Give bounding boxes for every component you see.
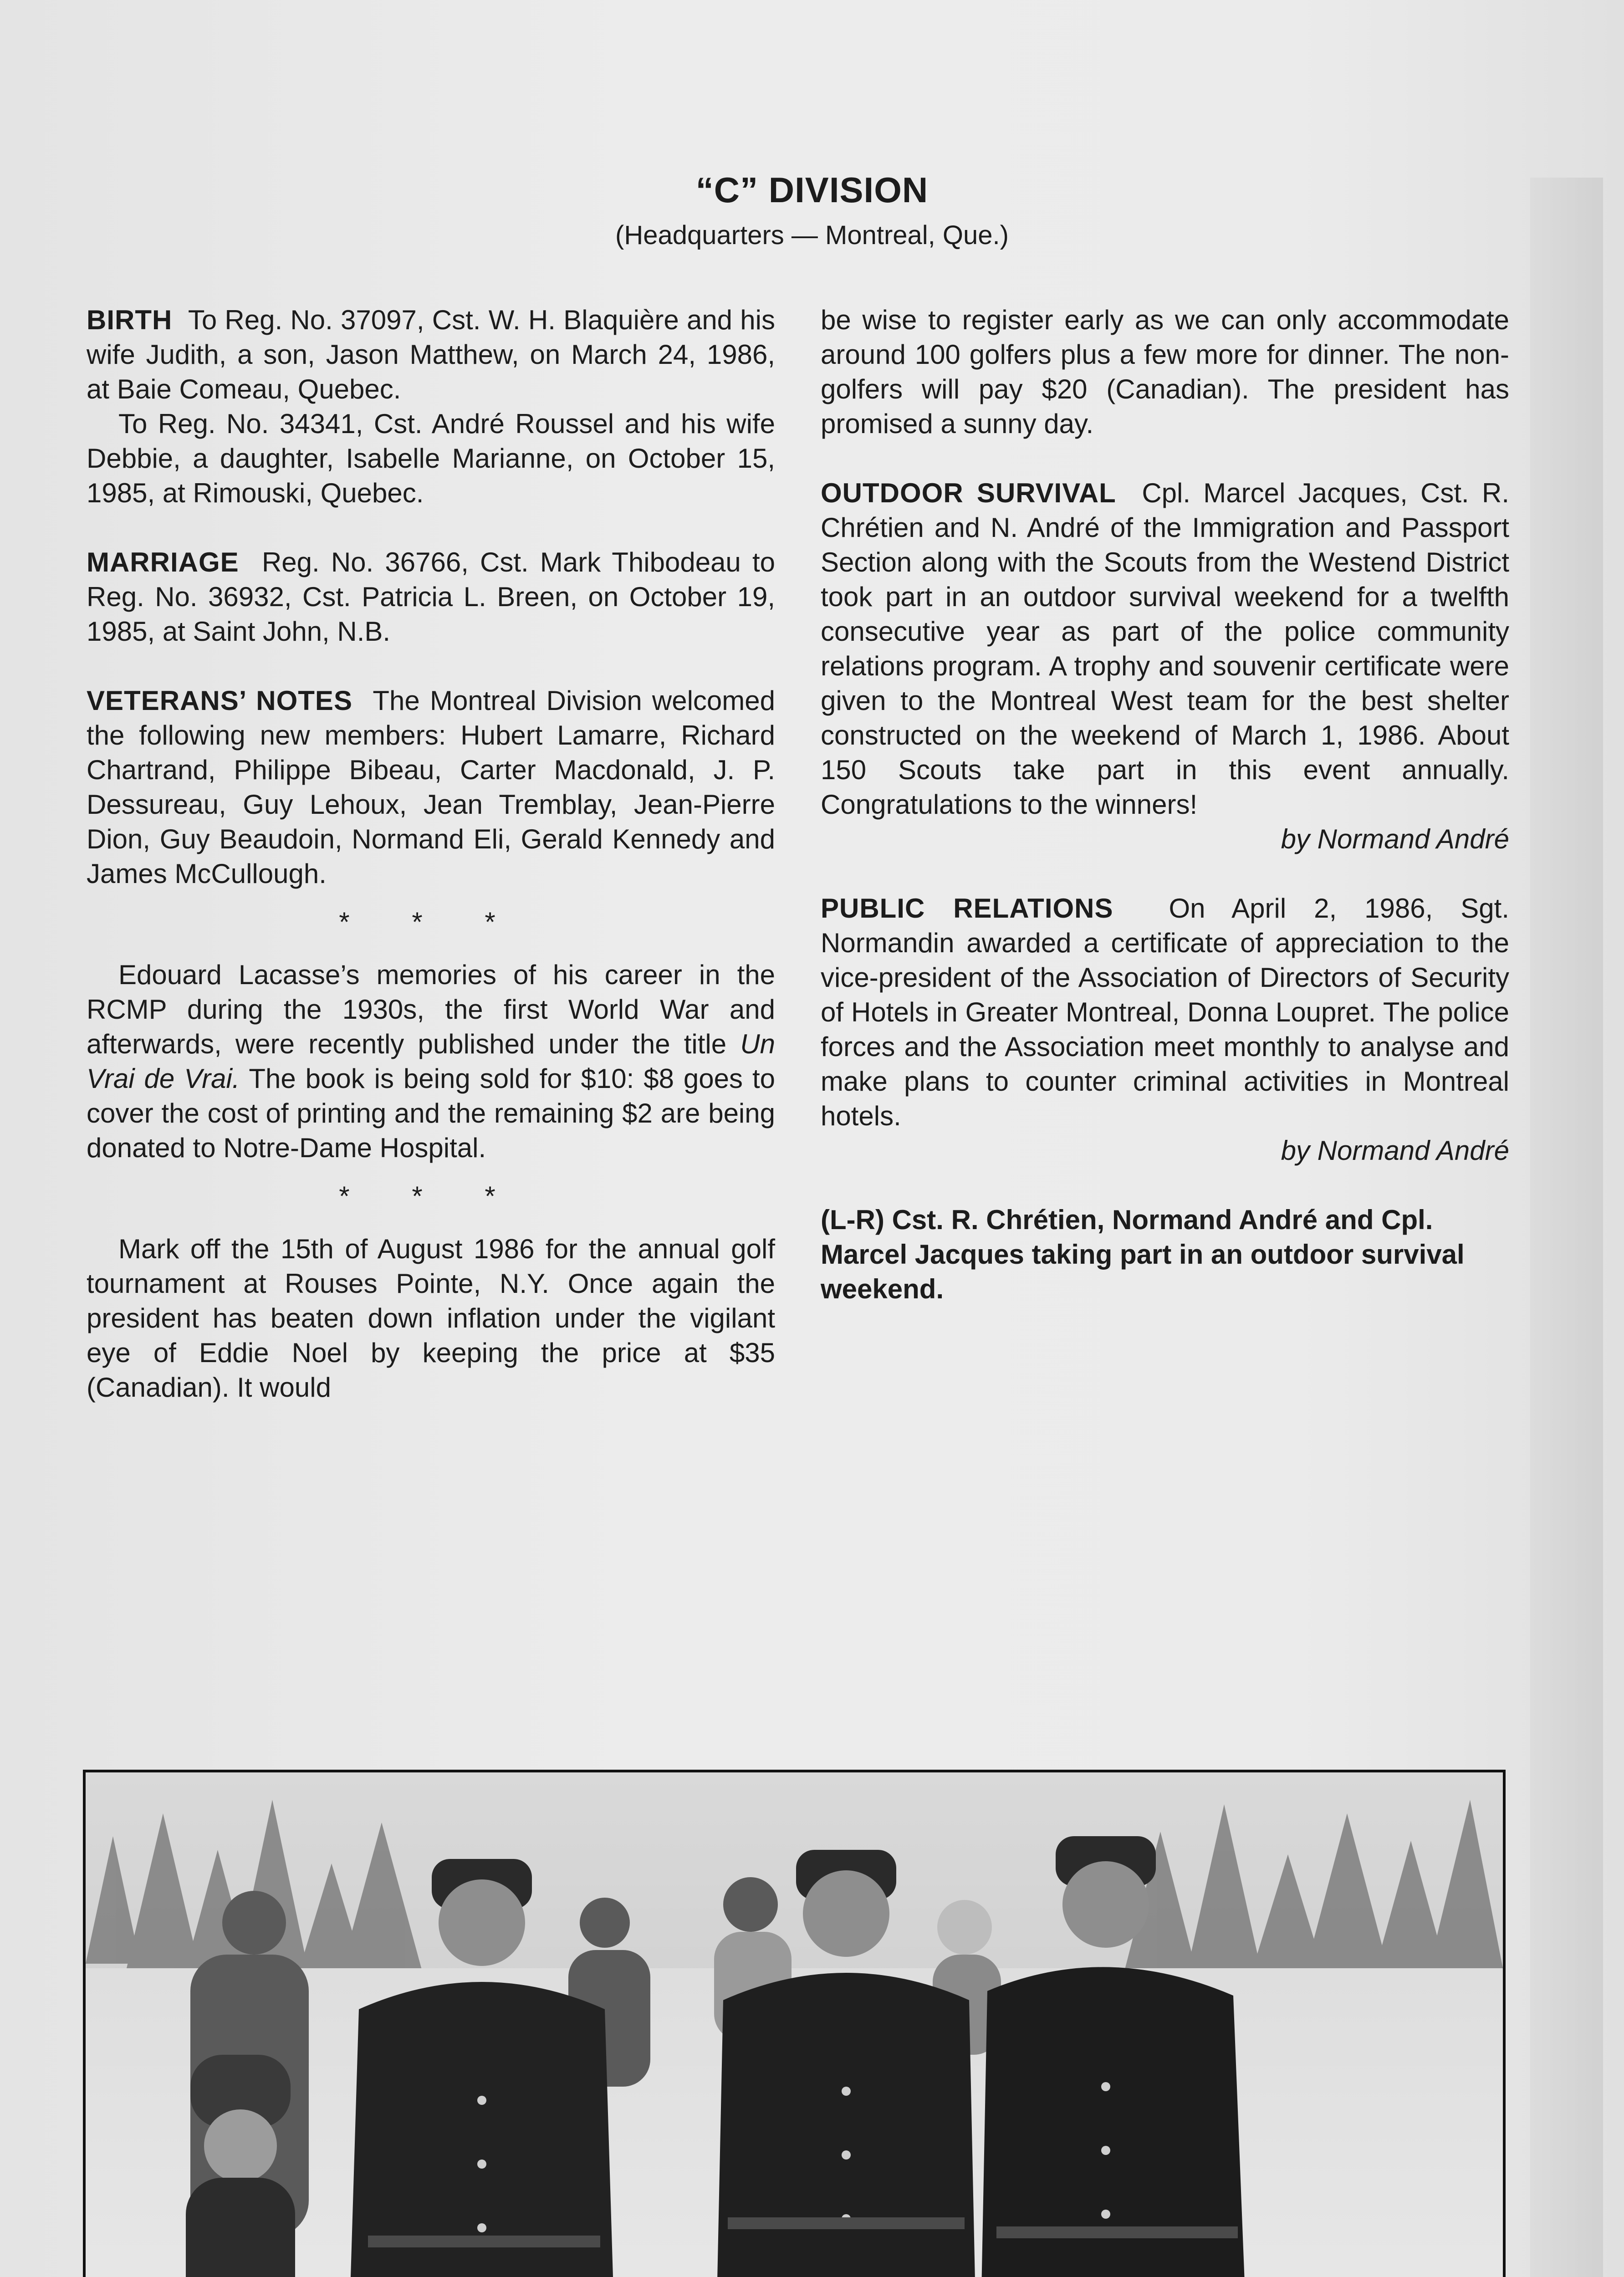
pr-heading: PUBLIC RELATIONS <box>821 893 1113 924</box>
page-header <box>0 169 1624 251</box>
outdoor-text: Cpl. Marcel Jacques, Cst. R. Chrétien and N. André of the Immigration and Passport Section along with the Scouts from the Westend District took part in an outdoor survival weekend for a twelfth consecutive year as part of the police community relations program. A trophy and souvenir certificate were given to the Montreal West team for the best shelter constructed on the weekend of March 1, 1986. About 150 Scouts take part in this event annually. Congratulations to the winners! <box>821 478 1509 820</box>
page-edge-shadow <box>1530 178 1603 2277</box>
lacasse-text-before: Edouard Lacasse’s memories of his career in the RCMP during the 1930s, the first World War and afterwards, were recently published under the title <box>87 960 775 1059</box>
outdoor-paragraph <box>821 476 1509 822</box>
lacasse-paragraph <box>87 958 775 1165</box>
birth-paragraph-1 <box>87 303 775 407</box>
marriage-paragraph <box>87 545 775 649</box>
veterans-section <box>87 684 775 891</box>
birth-section <box>87 303 775 511</box>
division-subtitle: (Headquarters — Montreal, Que.) <box>615 220 1009 250</box>
marriage-section <box>87 545 775 649</box>
section-separator-2: * * * <box>339 1181 523 1211</box>
photo-caption: (L-R) Cst. R. Chrétien, Normand André and Cpl. Marcel Jacques taking part in an outdoor survival weekend. <box>821 1205 1465 1304</box>
marriage-heading: MARRIAGE <box>87 547 239 577</box>
veterans-paragraph <box>87 684 775 891</box>
public-relations-section <box>821 891 1509 1168</box>
pr-byline: by Normand André <box>1281 1135 1509 1166</box>
outdoor-survival-section <box>821 476 1509 857</box>
pr-paragraph <box>821 891 1509 1133</box>
golf-continued-section <box>821 303 1509 441</box>
birth-paragraph-2: To Reg. No. 34341, Cst. André Roussel and his wife Debbie, a daughter, Isabelle Marianne, on October 15, 1985, at Rimouski, Quebec. <box>87 408 775 508</box>
division-title: “C” DIVISION <box>695 170 929 210</box>
pr-text: On April 2, 1986, Sgt. Normandin awarded a certificate of appreciation to the vice-president of the Association of Directors of Security of Hotels in Greater Montreal, Donna Loupret. The police forces and the Association meet monthly to analyse and make plans to counter criminal activities in Montreal hotels. <box>821 893 1509 1131</box>
marriage-text: Reg. No. 36766, Cst. Mark Thibodeau to Reg. No. 36932, Cst. Patricia L. Breen, on October 19, 1985, at Saint John, N.B. <box>87 547 775 647</box>
birth-text-1: To Reg. No. 37097, Cst. W. H. Blaquière and his wife Judith, a son, Jason Matthew, on March 24, 1986, at Baie Comeau, Quebec. <box>87 305 775 404</box>
golf-continued-paragraph: be wise to register early as we can only accommodate around 100 golfers plus a few more for dinner. The non-golfers will pay $20 (Canadian). The president has promised a sunny day. <box>821 305 1509 439</box>
birth-heading: BIRTH <box>87 305 173 335</box>
book-title: Un Vrai de Vrai. <box>87 1029 776 1094</box>
outdoor-heading: OUTDOOR SURVIVAL <box>821 478 1116 508</box>
veterans-text: The Montreal Division welcomed the following new members: Hubert Lamarre, Richard Chartrand, Philippe Bibeau, Carter Macdonald, J. P. Dessureau, Guy Lehoux, Jean Tremblay, Jean-Pierre Dion, Guy Beaudoin, Normand Eli, Gerald Kennedy and James McCullough. <box>87 685 776 889</box>
left-column <box>87 303 775 1405</box>
veterans-heading: VETERANS’ NOTES <box>87 685 352 716</box>
outdoor-byline: by Normand André <box>1281 824 1509 854</box>
right-column <box>821 303 1509 1307</box>
group-photo-illustration <box>86 1772 1503 2277</box>
group-photo <box>83 1770 1506 2277</box>
lacasse-text-after: The book is being sold for $10: $8 goes to cover the cost of printing and the remaining $2 are being donated to Notre-Dame Hospital. <box>87 1063 775 1163</box>
golf-paragraph: Mark off the 15th of August 1986 for the annual golf tournament at Rouses Pointe, N.Y. Once again the president has beaten down inflation under the vigilant eye of Eddie Noel by keeping the price at $35 (Canadian). It would <box>87 1234 775 1403</box>
section-separator-1: * * * <box>339 907 523 937</box>
